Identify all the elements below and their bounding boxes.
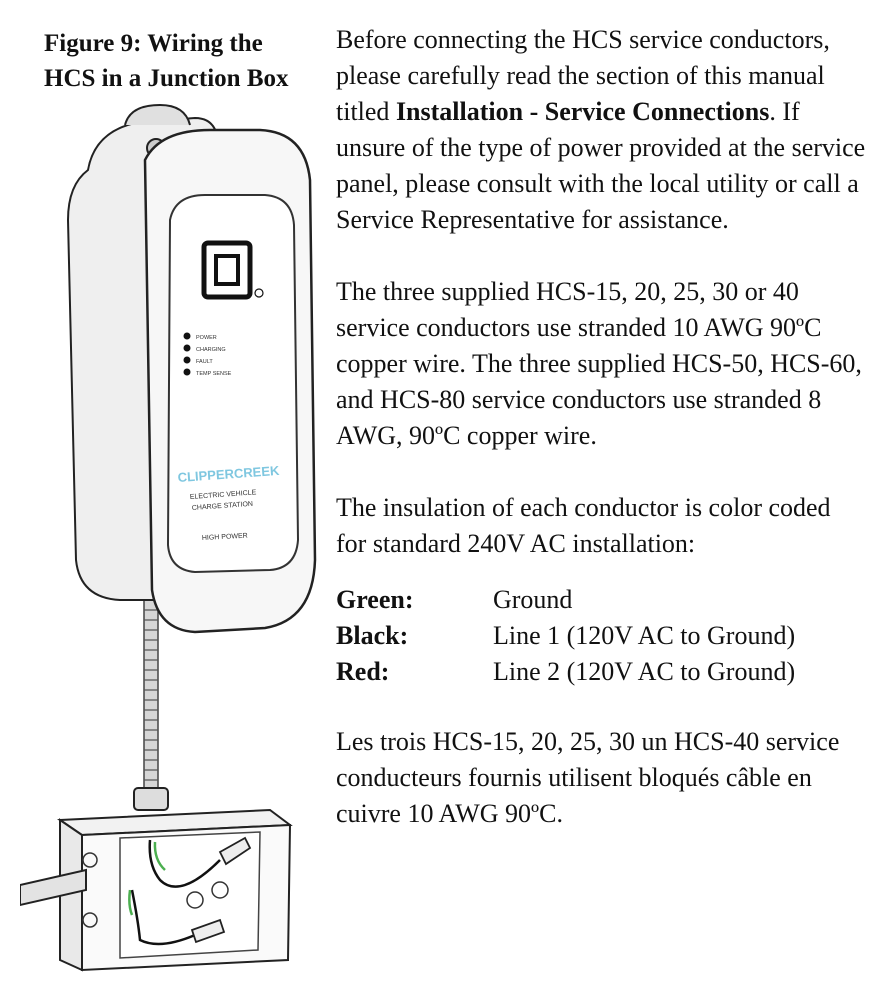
instructions-text [336,22,866,832]
wire-color-value: Line 2 (120V AC to Ground) [493,657,796,686]
junction-box [20,810,290,970]
device-brand: CLIPPERCREEK [177,462,280,485]
led-label-charging: CHARGING [196,347,226,353]
led-label-temp: TEMP SENSE [196,371,232,377]
device-model: HIGH POWER [201,532,248,542]
junction-box-wiring-illustration [20,100,320,980]
wire-color-row [336,654,866,690]
caption-line-2: HCS in a Junction Box [44,65,289,92]
p1-text-pre: Before connecting the HCS service conductors, please carefully read the section of this manual titled [336,25,830,126]
p1-section-reference: Installation - Service Connections [395,97,770,126]
led-label-power: POWER [196,335,217,341]
device-subtitle-1: ELECTRIC VEHICLE [189,489,257,501]
paragraph-1 [336,22,866,238]
paragraph-french: Les trois HCS-15, 20, 25, 30 un HCS-40 service conducteurs fournis utilisent bloqués câble en cuivre 10 AWG 90ºC. [336,727,840,828]
wire-color-label: Green: [336,585,414,614]
wire-color-row [336,582,866,618]
wire-color-label: Black: [336,621,409,650]
paragraph-3: The insulation of each conductor is color coded for standard 240V AC installation: [336,493,831,558]
wire-color-row [336,618,866,654]
device-subtitle-2: CHARGE STATION [191,500,254,512]
p1-text-post: . If unsure of the type of power provided at the service panel, please consult with the local utility or call a Service Representative for assistance. [336,97,866,234]
wire-color-value: Line 1 (120V AC to Ground) [493,621,796,650]
paragraph-2: The three supplied HCS-15, 20, 25, 30 or 40 service conductors use stranded 10 AWG 90ºC copper wire. The three supplied HCS-50, HCS-60, and HCS-80 service conductors use stranded 8 AWG, 90ºC copper wire. [336,277,862,450]
caption-line-1: Figure 9: Wiring the [44,30,263,57]
led-label-fault: FAULT [196,359,213,365]
wire-color-label: Red: [336,657,390,686]
wire-color-value: Ground [493,585,573,614]
wire-color-list [336,582,866,690]
figure-caption [44,26,334,96]
